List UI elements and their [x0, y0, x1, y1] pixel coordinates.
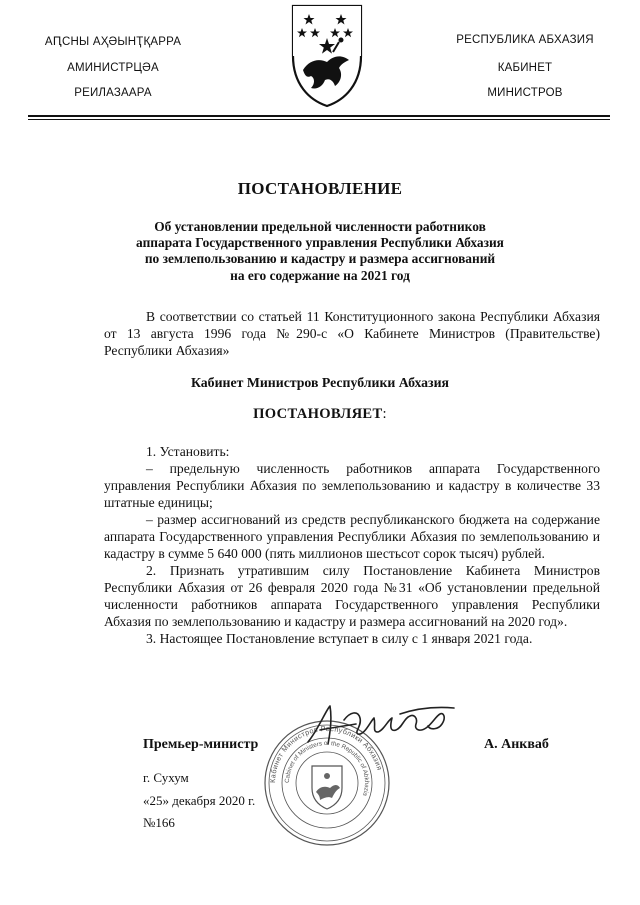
resolution-items	[104, 443, 600, 647]
letterhead-right-line1: РЕСПУБЛИКА АБХАЗИЯ	[456, 34, 594, 46]
letterhead-right-line2: КАБИНЕТ	[497, 62, 553, 74]
issuing-body: Кабинет Министров Республики Абхазия	[190, 375, 450, 390]
decides-colon: :	[382, 406, 387, 422]
document-title: ПОСТАНОВЛЕНИЕ	[237, 179, 403, 198]
issue-city: г. Сухум	[143, 770, 189, 785]
letterhead-right-line3: МИНИСТРОВ	[487, 87, 563, 99]
subject-line: по землепользованию и кадастру и размера ассигнований	[144, 251, 496, 267]
letterhead-left-line3: РЕИЛАЗААРА	[74, 87, 152, 99]
letterhead-divider-thin	[28, 119, 610, 120]
letterhead-left-line1: АԤСНЫ АҲӘЫНҬҚАРРА	[44, 36, 182, 48]
item-2: 2. Признать утратившим силу Постановление Кабинета Министров Республики Абхазия от 26 февраля 2020 года №31 «Об установлении предельной численности работников аппарата Государственного управления Республики Абхазия по землепользованию и кадастру и размера ассигнований на 2020 год».	[104, 563, 600, 629]
subject-line: Об установлении предельной численности работников	[154, 219, 486, 234]
decides-word: ПОСТАНОВЛЯЕТ	[253, 406, 383, 422]
seal-outer-text: Кабинет Министров Республики Абхазия	[267, 723, 385, 784]
letterhead-divider-thick	[28, 115, 610, 117]
document-subject	[80, 219, 560, 284]
item-1-heading: 1. Установить:	[146, 444, 230, 459]
signatory-position: Премьер-министр	[143, 737, 259, 752]
item-1-sub-b: – размер ассигнований из средств республиканского бюджета на содержание аппарата Государственного управления Республики Абхазия по землепользованию и кадастру в сумме 5 640 000 (пять миллионов шестьсот сорок тысяч) рублей.	[104, 512, 600, 561]
seal-inner-text: Cabinet of Ministers of the Republic of Abkhazia	[283, 739, 371, 797]
subject-line: аппарата Государственного управления Республики Абхазия	[136, 235, 504, 251]
legal-basis-paragraph: В соответствии со статьей 11 Конституционного закона Республики Абхазия от 13 августа 1996 года №290-с «О Кабинете Министров (Правительстве) Республики Абхазия»	[104, 309, 600, 358]
document-number: №166	[143, 815, 175, 830]
item-1-sub-a: – предельную численность работников аппарата Государственного управления Республики Абхазия по землепользованию и кадастру в количестве 33 штатные единицы;	[104, 461, 600, 510]
letterhead-left-line2: АМИНИСТРЦӘА	[67, 62, 159, 74]
decides-heading	[0, 406, 640, 423]
issue-date: «25» декабря 2020 г.	[143, 793, 256, 808]
item-3: 3. Настоящее Постановление вступает в силу с 1 января 2021 года.	[146, 631, 533, 646]
handwritten-signature-icon	[300, 700, 460, 755]
coat-of-arms-of-abkhazia-icon	[289, 4, 365, 108]
signatory-name: А. Анкваб	[484, 737, 549, 752]
subject-line: на его содержание на 2021 год	[230, 267, 410, 283]
